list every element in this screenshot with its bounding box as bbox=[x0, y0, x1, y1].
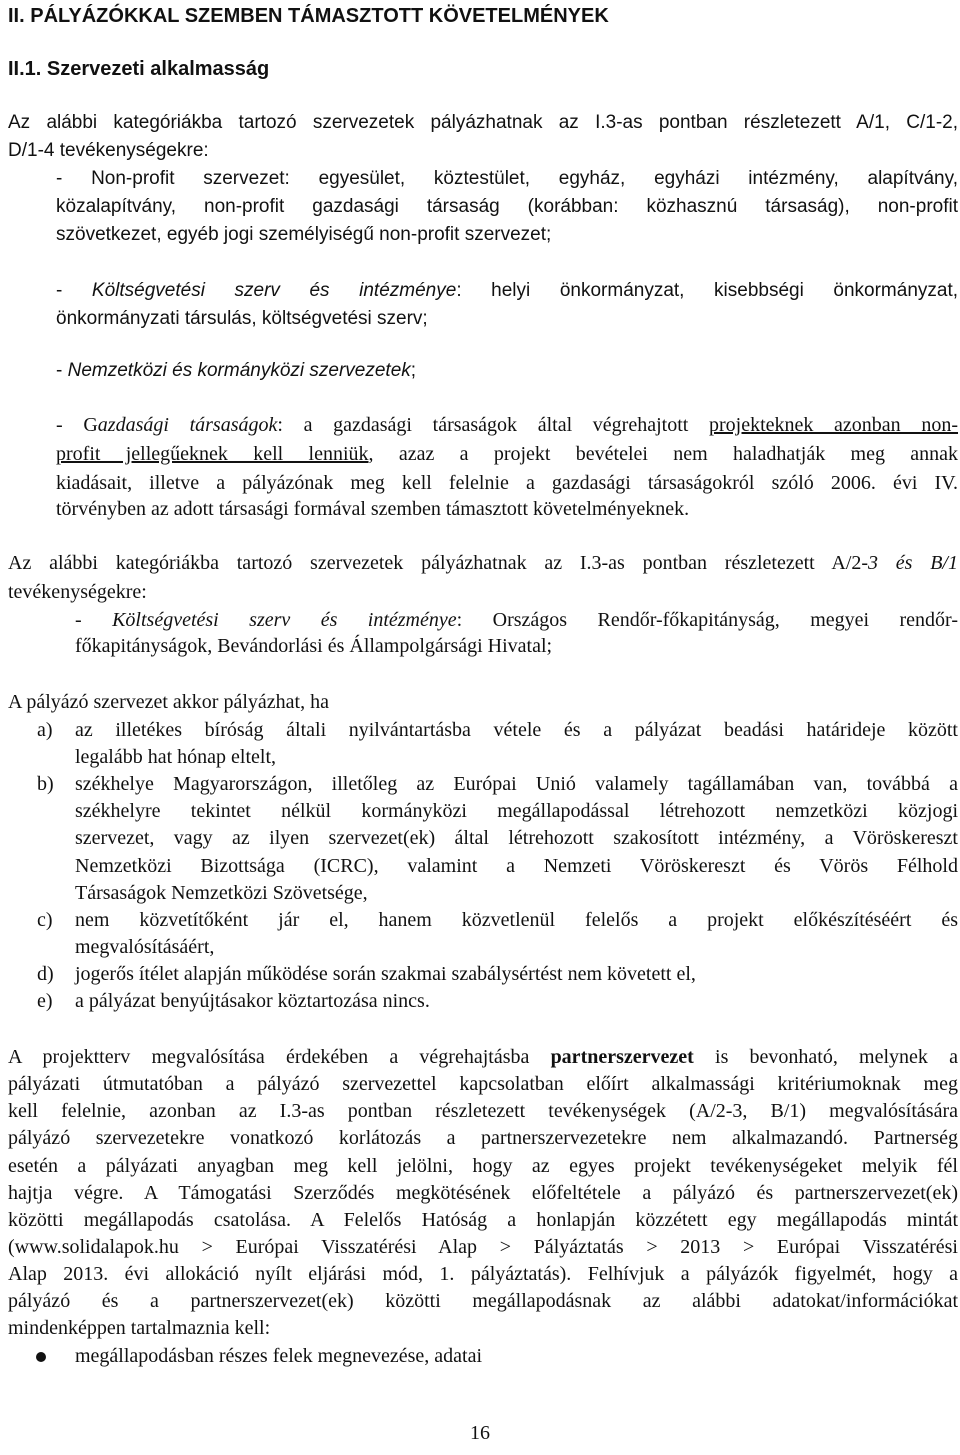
budget2-rest: : Országos Rendőr-főkapitányság, megyei rendőr- bbox=[456, 609, 958, 631]
condition-c-label: c) bbox=[37, 909, 53, 931]
nonprofit-line-3: szövetkezet, egyéb jogi személyiségű non-profit szervezet; bbox=[56, 224, 552, 245]
bullet-item: megállapodásban részes felek megnevezése, adatai bbox=[75, 1345, 483, 1367]
condition-b-line-4: Nemzetközi Bizottsága (ICRC), valamint a Nemzeti Vöröskereszt és Vörös Félhold bbox=[75, 855, 958, 877]
partner-line-9: Alap 2013. évi allokáció nyílt eljárási mód, 1. pályáztatás). Felhívjuk a pályázók figyelmét, hogy a bbox=[8, 1263, 958, 1285]
business-italic: azdasági társaságok bbox=[97, 414, 278, 436]
page-number: 16 bbox=[470, 1422, 490, 1444]
intro2-text: Az alábbi kategóriákba tartozó szervezetek pályázhatnak az I.3-as pontban részletezett A/2- bbox=[8, 552, 869, 574]
budget-italic: Költségvetési szerv és intézménye bbox=[91, 280, 457, 301]
partner-line-8: (www.solidalapok.hu > Európai Visszatérési Alap > Pályáztatás > 2013 > Európai Visszatérési bbox=[8, 1236, 958, 1258]
business-line-3: kiadásait, illetve a pályázónak meg kell felelnie a gazdasági társaságokról szóló 2006. évi IV. bbox=[56, 472, 958, 494]
intro2-italic: 3 és B/1 bbox=[868, 552, 958, 574]
partner-line-2: pályázati útmutatóban a pályázó szervezettel kapcsolatban előírt alkalmassági kritériumoknak meg bbox=[8, 1073, 958, 1095]
condition-a-line-1: az illetékes bíróság általi nyilvántartásba vétele és a pályázat beadási határideje között bbox=[75, 719, 958, 741]
condition-a-line-2: legalább hat hónap eltelt, bbox=[75, 746, 277, 768]
intl-line bbox=[56, 356, 958, 385]
condition-b-line-2: székhelyre tekintet nélkül kormányközi megállapodással létrehozott nemzetközi közjogi bbox=[75, 800, 958, 822]
business-line-1 bbox=[56, 411, 958, 440]
business-rest-2: , azaz a projekt bevételei nem haladhatják meg annak bbox=[368, 443, 959, 465]
budget2-prefix: - bbox=[75, 609, 113, 631]
intro-line-2: D/1-4 tevékenységekre: bbox=[8, 140, 209, 161]
budget2-line-2: főkapitányságok, Bevándorlási és Állampolgársági Hivatal; bbox=[75, 635, 553, 657]
section-subheading: II.1. Szervezeti alkalmasság bbox=[8, 58, 270, 80]
condition-b-line-5: Társaságok Nemzetközi Szövetsége, bbox=[75, 882, 368, 904]
condition-d-label: d) bbox=[37, 963, 54, 985]
business-prefix: - G bbox=[56, 414, 98, 436]
business-underline-2: profit jellegűeknek kell lenniük bbox=[56, 443, 369, 465]
partner-line-5: esetén a pályázati anyagban meg kell jelölni, hogy az egyes projekt tevékenységeket melyik fél bbox=[8, 1155, 958, 1177]
condition-e-line-1: a pályázat benyújtásakor köztartozása nincs. bbox=[75, 990, 430, 1012]
intro2-line-1 bbox=[8, 549, 958, 578]
partner-line-6: hajtja végre. A Támogatási Szerződés megkötésének előfeltétele a pályázó és partnerszervezet(ek) bbox=[8, 1182, 958, 1204]
business-line-2 bbox=[56, 440, 958, 469]
budget-line-2: önkormányzati társulás, költségvetési szerv; bbox=[56, 308, 428, 329]
partner-text-c: is bevonható, melynek a bbox=[693, 1046, 958, 1068]
condition-e-label: e) bbox=[37, 990, 53, 1012]
condition-c-line-2: megvalósításáért, bbox=[75, 936, 215, 958]
intl-prefix: - bbox=[56, 360, 68, 381]
page-heading: II. PÁLYÁZÓKKAL SZEMBEN TÁMASZTOTT KÖVETELMÉNYEK bbox=[8, 5, 609, 27]
partner-line-4: pályázó szervezetekre vonatkozó korlátozás a partnerszervezetekre nem alkalmazandó. Partnerség bbox=[8, 1127, 958, 1149]
business-underline-1: projekteknek azonban non- bbox=[708, 414, 959, 436]
intro2-line-2: tevékenységekre: bbox=[8, 581, 147, 603]
partner-line-11: mindenképpen tartalmaznia kell: bbox=[8, 1317, 271, 1339]
partner-line-7: közötti megállapodás csatolása. A Felelős Hatóság a honlapján közzétett egy megállapodás mintát bbox=[8, 1209, 958, 1231]
budget-prefix: - bbox=[56, 280, 92, 301]
conditions-lead: A pályázó szervezet akkor pályázhat, ha bbox=[8, 691, 329, 713]
condition-d-line-1: jogerős ítélet alapján működése során szakmai szabálysértést nem követett el, bbox=[75, 963, 696, 985]
condition-c-line-1: nem közvetítőként jár el, hanem közvetlenül felelős a projekt előkészítéséért és bbox=[75, 909, 958, 931]
budget2-italic: Költségvetési szerv és intézménye bbox=[112, 609, 457, 631]
nonprofit-line-1: - Non-profit szervezet: egyesület, köztestület, egyház, egyházi intézmény, alapítvány, bbox=[56, 168, 958, 189]
budget-rest: : helyi önkormányzat, kisebbségi önkormányzat, bbox=[456, 280, 959, 301]
budget2-line-1 bbox=[75, 606, 958, 635]
bullet-icon bbox=[36, 1352, 46, 1362]
business-line-4: törvényben az adott társasági formával szemben támasztott követelményeknek. bbox=[56, 498, 690, 520]
intro-line-1: Az alábbi kategóriákba tartozó szervezetek pályázhatnak az I.3-as pontban részletezett A/1, C/1-2, bbox=[8, 112, 958, 133]
condition-b-line-3: szervezet, vagy az ilyen szervezet(ek) által létrehozott szakosított intézmény, a Vöröskereszt bbox=[75, 827, 958, 849]
condition-b-label: b) bbox=[37, 773, 54, 795]
partner-line-3: kell felelnie, azonban az I.3-as pontban részletezett tevékenységek (A/2-3, B/1) megvalósítására bbox=[8, 1100, 958, 1122]
intl-rest: ; bbox=[410, 360, 417, 381]
partner-line-10: pályázó és a partnerszervezet(ek) közötti megállapodásnak az alábbi adatokat/információkat bbox=[8, 1290, 958, 1312]
partner-bold: partnerszervezet bbox=[550, 1046, 694, 1068]
nonprofit-line-2: közalapítvány, non-profit gazdasági társaság (korábban: közhasznú társaság), non-profit bbox=[56, 196, 958, 217]
condition-a-label: a) bbox=[37, 719, 53, 741]
condition-b-line-1: székhelye Magyarországon, illetőleg az Európai Unió valamely tagállamában van, továbbá a bbox=[75, 773, 958, 795]
intl-italic: Nemzetközi és kormányközi szervezetek bbox=[67, 360, 411, 381]
business-text: : a gazdasági társaságok által végrehajtott bbox=[277, 414, 709, 436]
partner-line-1 bbox=[8, 1043, 958, 1072]
partner-text-a: A projektterv megvalósítása érdekében a végrehajtásba bbox=[8, 1046, 551, 1068]
budget-line-1 bbox=[56, 276, 958, 305]
